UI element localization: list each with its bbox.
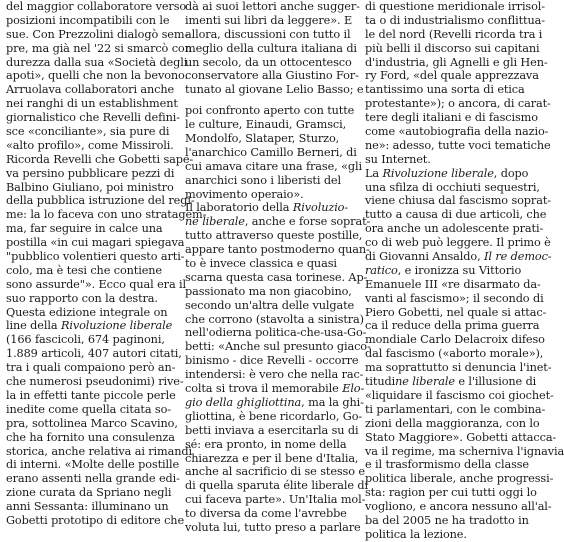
text-line: «alto profilo», come Missiroli. [6, 138, 174, 152]
text-line: co di web può leggere. Il primo è [365, 236, 551, 250]
text-line: protestante»); o ancora, di carat- [365, 97, 551, 111]
text-line: politica la lezione. [365, 527, 467, 541]
text-line: Arruolava collaboratori anche [6, 83, 175, 97]
text-line: ma soprattutto si denuncia l'inet- [365, 361, 552, 375]
text-line: zione curata da Spriano negli [6, 486, 172, 500]
text-line: suo rapporto con la destra. [6, 291, 158, 305]
text-line: to è invece classica e quasi [185, 257, 337, 271]
text-line [185, 97, 354, 104]
text-line: vanti al fascismo»; il secondo di [365, 291, 544, 305]
text-line: tere degli italiani e di fascismo [365, 111, 538, 125]
text-line: sce «conciliante», sia pure di [6, 125, 170, 139]
text-line: nell'odierna politica-che-usa-Go- [185, 326, 367, 340]
text-line: e il trasformismo della classe [365, 458, 530, 472]
text-line: vogliono, e ancora nessuno all'al- [365, 500, 552, 514]
text-line: Gobetti prototipo di editore che [6, 513, 185, 527]
article-column-3 [365, 0, 564, 542]
text-line: dà ai suoi lettori anche sugger- [185, 0, 360, 13]
text-line: Questa edizione integrale on [6, 305, 168, 319]
text-line: mondiale Carlo Delacroix difeso [365, 333, 545, 347]
text-line: cui amava citare una frase, «gli [185, 159, 362, 173]
text-line: gio della ghigliottina, ma la ghi- [185, 395, 364, 409]
text-line: "pubblico volentieri questo arti- [6, 250, 185, 264]
text-line: viene chiusa dal fascismo soprat- [365, 194, 551, 208]
text-line: un secolo, da un ottocentesco [185, 55, 352, 69]
text-line: tra i quali compaiono però an- [6, 361, 176, 375]
article-column-2 [185, 0, 371, 535]
text-line: nei ranghi di un establishment [6, 97, 178, 111]
text-line: anni Sessanta: illuminano un [6, 500, 169, 514]
text-line: Piero Gobetti, nel quale si attac- [365, 305, 547, 319]
text-line: ta o di industrialismo conflittua- [365, 13, 545, 27]
text-line: poi confronto aperto con tutte [185, 104, 355, 118]
text-line: storica, anche relativa ai rimandi [6, 444, 193, 458]
text-line: La Rivoluzione liberale, dopo [365, 166, 529, 180]
text-line: apoti», quelli che non la bevono. [6, 69, 189, 83]
text-line: le culture, Einaudi, Gramsci, [185, 118, 347, 132]
text-line: pra, sottolinea Marco Scavino, [6, 416, 178, 430]
text-line: tutto attraverso queste postille, [185, 229, 363, 243]
text-line: sono assurde"». Ecco qual era il [6, 277, 187, 291]
text-line: cui faceva parte». Un'Italia mol- [185, 493, 366, 507]
text-line: ratico, e ironizza su Vittorio [365, 263, 522, 277]
text-line: betti inviava a esercitarla su di [185, 423, 359, 437]
text-line: sta: ragion per cui tutti oggi lo [365, 486, 537, 500]
text-line: ma, far seguire in calce una [6, 222, 163, 236]
text-line: ne liberale, anche e forse soprat- [185, 215, 371, 229]
text-line: inedite come quella citata so- [6, 402, 171, 416]
text-line: scarna questa casa torinese. Ap- [185, 270, 368, 284]
text-line: di questione meridionale irrisol- [365, 0, 545, 13]
text-line: meglio della cultura italiana di [185, 41, 357, 55]
text-line: Emanuele III «re disarmato da- [365, 277, 541, 291]
text-line: le del nord (Revelli ricorda tra i [365, 27, 543, 41]
text-line: betti: «Anche sul presunto giaco- [185, 340, 371, 354]
text-line: anche al sacrificio di se stesso e [185, 465, 365, 479]
text-line: passionato ma non giacobino, [185, 284, 352, 298]
text-line: più belli il discorso sui capitani [365, 41, 540, 55]
text-line: Balbino Giuliano, poi ministro [6, 180, 174, 194]
text-line: allora, discussioni con tutto il [185, 27, 351, 41]
text-line: ora anche un adolescente prati- [365, 222, 544, 236]
text-line: della pubblica istruzione del regi- [6, 194, 195, 208]
text-line: sue. Con Prezzolini dialogò sem- [6, 27, 189, 41]
text-line: che numerosi pseudonimi) rive- [6, 375, 184, 389]
text-line: appare tanto postmoderno quan- [185, 243, 370, 257]
text-line: ne»: adesso, tutte voci tematiche [365, 138, 551, 152]
text-line: che ha fornito una consulenza [6, 430, 175, 444]
text-line: tantissimo una sorta di etica [365, 83, 525, 97]
text-line: pre, ma già nel '22 si smarcò con [6, 41, 192, 55]
text-line: Ricorda Revelli che Gobetti sape- [6, 152, 194, 166]
text-line: che corrono (stavolta a sinistra) [185, 312, 364, 326]
text-line: durezza dalla sua «Società degli [6, 55, 188, 69]
text-line: erano assenti nella grande edi- [6, 472, 180, 486]
text-line: titudine liberale e l'illusione di [365, 375, 537, 389]
text-line: dal fascismo («aborto morale»), [365, 347, 544, 361]
text-line: una sfilza di occhiuti sequestri, [365, 180, 540, 194]
text-line: sé: era pronto, in nome della [185, 437, 347, 451]
text-line: to diversa da come l'avrebbe [185, 507, 347, 521]
text-line: chiarezza e per il bene d'Italia, [185, 451, 359, 465]
text-line: va persino pubblicare pezzi di [6, 166, 175, 180]
text-line: posizioni incompatibili con le [6, 13, 170, 27]
text-line: imenti sui libri da leggere». E [185, 13, 353, 27]
text-line: intendersi: è vero che nella rac- [185, 368, 364, 382]
text-line: voluta lui, tutto preso a parlare [185, 520, 361, 534]
text-line: di interni. «Molte delle postille [6, 458, 180, 472]
text-line: su Internet. [365, 152, 431, 166]
text-line: postilla «in cui magari spiegava [6, 236, 185, 250]
text-line: me: la lo faceva con uno stratagem- [6, 208, 207, 222]
text-line: zioni della maggioranza, con lo [365, 416, 540, 430]
text-line: Stato Maggiore». Gobetti attacca- [365, 430, 557, 444]
text-line: (166 fascicoli, 674 paginoni, [6, 333, 165, 347]
text-line: colo, ma è tesi che contiene [6, 263, 162, 277]
article-column-1 [6, 0, 207, 528]
text-line: di Giovanni Ansaldo, Il re democ- [365, 250, 552, 264]
text-line: va il regime, ma scherniva l'ignavia [365, 444, 564, 458]
text-line: ry Ford, «del quale apprezzava [365, 69, 539, 83]
text-line: «liquidare il fascismo coi giochet- [365, 388, 554, 402]
text-line: colta si trova il memorabile Elo- [185, 382, 365, 396]
text-line: movimento operaio». [185, 187, 304, 201]
text-line: Mondolfo, Slataper, Sturzo, [185, 132, 340, 146]
text-line: ba del 2005 ne ha tradotto in [365, 513, 529, 527]
text-line: la in effetti tante piccole perle [6, 388, 176, 402]
text-line: ca il reduce della prima guerra [365, 319, 540, 333]
text-line: di quella sparuta élite liberale di [185, 479, 369, 493]
text-line: d'industria, gli Agnelli e gli Hen- [365, 55, 548, 69]
text-line: ti parlamentari, con le combina- [365, 402, 546, 416]
text-line: line della Rivoluzione liberale [6, 319, 173, 333]
text-line: tutto a causa di due articoli, che [365, 208, 547, 222]
text-line: binismo - dice Revelli - occorre [185, 354, 359, 368]
text-line: Il laboratorio della Rivoluzio- [185, 201, 349, 215]
text-line: 1.889 articoli, 407 autori citati, [6, 347, 182, 361]
text-line: anarchici sono i liberisti del [185, 173, 341, 187]
text-line: politica liberale, anche progressi- [365, 472, 554, 486]
text-line: come «autobiografia della nazio- [365, 125, 549, 139]
text-line: giornalistico che Revelli defini- [6, 111, 180, 125]
text-line: tunato al giovane Lelio Basso; e [185, 83, 364, 97]
text-line: conservatore alla Giustino For- [185, 69, 359, 83]
text-line: del maggior collaboratore verso [6, 0, 187, 13]
text-line: gliottina, è bene ricordarlo, Go- [185, 409, 363, 423]
text-line: secondo un'altra delle vulgate [185, 298, 355, 312]
text-line: l'anarchico Camillo Berneri, di [185, 145, 357, 159]
